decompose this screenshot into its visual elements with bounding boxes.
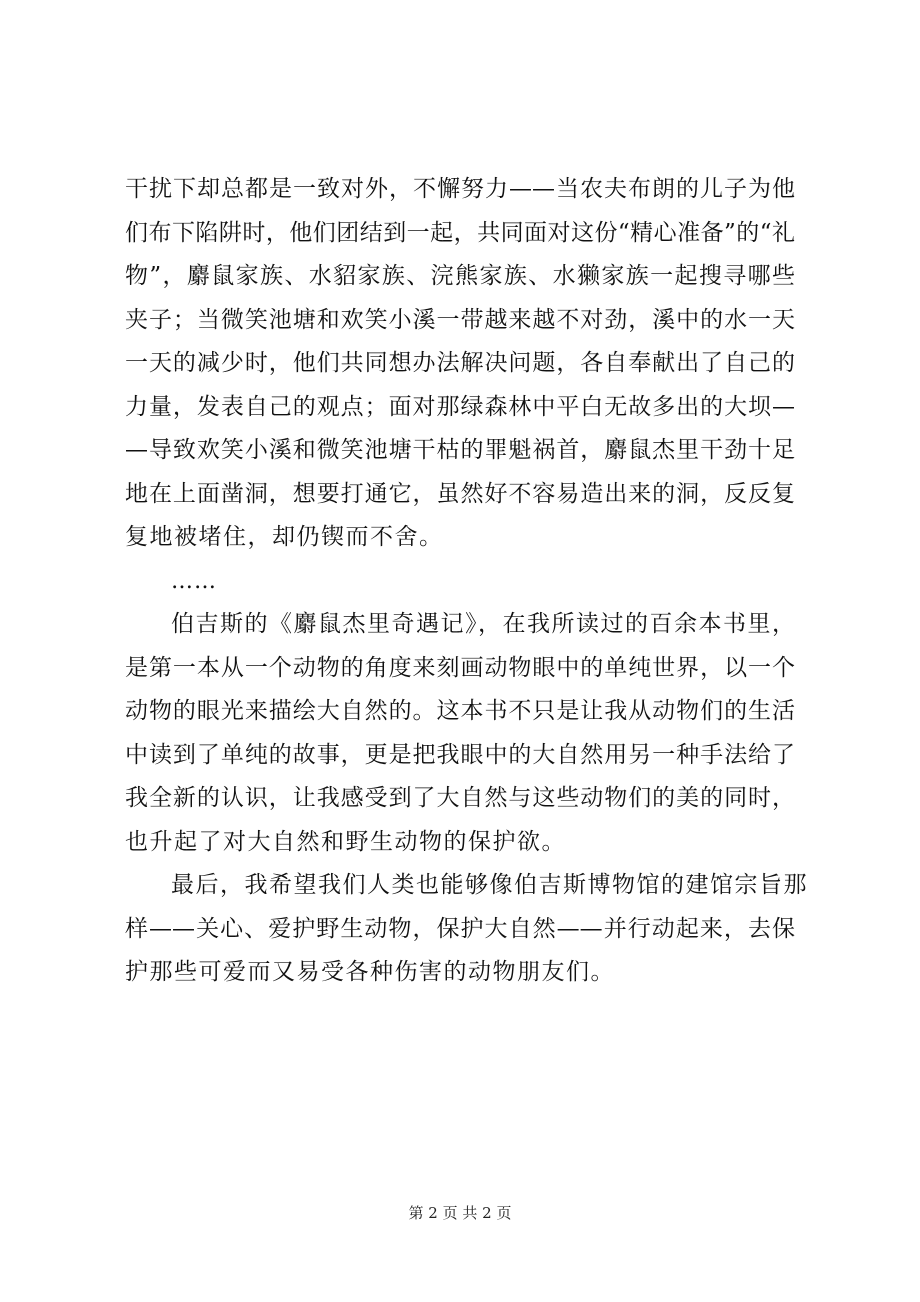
- text-line: 夹子；当微笑池塘和欢笑小溪一带越来越不对劲，溪中的水一天: [125, 306, 795, 333]
- text-line: 护那些可爱而又易受各种伤害的动物朋友们。: [125, 959, 615, 985]
- text-line: —导致欢笑小溪和微笑池塘干枯的罪魁祸首，麝鼠杰里干劲十足: [125, 437, 795, 463]
- paragraph-first-line: 伯吉斯的《麝鼠杰里奇遇记》，在我所读过的百余本书里，: [171, 611, 797, 637]
- text-line: 物”，麝鼠家族、水貂家族、浣熊家族、水獭家族一起搜寻哪些: [125, 263, 795, 289]
- text-line: 地在上面凿洞，想要打通它，虽然好不容易造出来的洞，反反复: [125, 480, 795, 507]
- text-line: 力量，发表自己的观点；面对那绿森林中平白无故多出的大坝—: [125, 393, 795, 420]
- document-body: [125, 168, 808, 995]
- text-line: 们布下陷阱时，他们团结到一起，共同面对这份“精心准备”的“礼: [125, 219, 795, 246]
- page-footer: 第 2 页 共 2 页: [408, 1204, 512, 1222]
- text-line: 我全新的认识，让我感受到了大自然与这些动物们的美的同时，: [125, 785, 795, 811]
- text-line: 动物的眼光来描绘大自然的。这本书不只是让我从动物们的生活: [125, 698, 795, 724]
- ellipsis-line: ……: [171, 568, 217, 594]
- text-line: 是第一本从一个动物的角度来刻画动物眼中的单纯世界，以一个: [125, 654, 795, 681]
- text-line: 干扰下却总都是一致对外，不懈努力——当农夫布朗的儿子为他: [125, 176, 795, 202]
- paragraph-first-line: 最后，我希望我们人类也能够像伯吉斯博物馆的建馆宗旨那: [171, 872, 808, 898]
- text-line: 样——关心、爱护野生动物，保护大自然——并行动起来，去保: [125, 915, 795, 942]
- text-line: 一天的减少时，他们共同想办法解决问题，各自奉献出了自己的: [125, 350, 795, 376]
- text-line: 中读到了单纯的故事，更是把我眼中的大自然用另一种手法给了: [125, 741, 795, 768]
- text-line: 也升起了对大自然和野生动物的保护欲。: [125, 828, 566, 855]
- text-line: 复地被堵住，却仍锲而不舍。: [125, 524, 444, 550]
